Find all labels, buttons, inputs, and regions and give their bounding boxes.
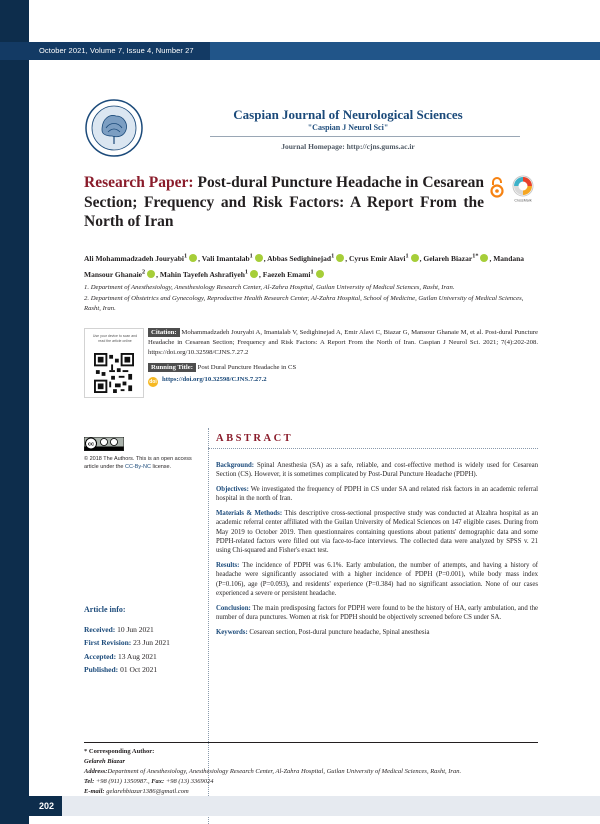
paper-title (84, 173, 484, 232)
orcid-icon[interactable] (480, 254, 488, 262)
crossmark-label: CrossMark (514, 198, 532, 203)
abstract-heading: ABSTRACT (216, 433, 294, 444)
citation-label: Citation: (148, 328, 180, 337)
journal-abbreviation: "Caspian J Neurol Sci" (307, 123, 389, 132)
paper-type-label: Research Paper: (84, 174, 194, 191)
orcid-icon[interactable] (250, 270, 258, 278)
first-revision-date: First Revision: 23 Jun 2021 (84, 638, 170, 648)
issue-line: October 2021, Volume 7, Issue 4, Number 27 (39, 46, 194, 55)
cc-license-icon[interactable] (84, 437, 124, 451)
author[interactable]: Ali Mohammadzadeh Jouryabi$^1$ , (84, 252, 202, 263)
article-info-heading: Article info: (84, 605, 126, 614)
journal-divider (210, 136, 520, 137)
journal-logo-icon (84, 98, 144, 158)
affiliation: 1. Department of Anesthesiology, Anesthesiology Research Center, Al-Zahra Hospital, Guilan University of Medical Sciences, Rasht, Iran. (84, 284, 455, 291)
published-date: Published: 01 Oct 2021 (84, 664, 158, 674)
abstract-background: Background: Spinal Anesthesia (SA) as a safe, reliable, and cost-effective method is widely used for Cesarean Section (CS). However, it is sometimes complicated by Post-Dural Puncture Headache (PDPH). (216, 462, 538, 479)
abstract-objectives: Objectives: We investigated the frequency of PDPH in CS under SA and related risk factors in an academic referral hospital in the north of Iran. (216, 486, 538, 503)
corresponding-contact: Tel: +98 (911) 1350987., Fax: +98 (13) 3369024 (84, 778, 214, 785)
qr-caption: Use your device to scan and read the article online (92, 334, 138, 343)
paper-title-text: Post-dural Puncture Headache in Cesarean Section; Frequency and Risk Factors: A Report From the North of Iran (84, 174, 485, 230)
journal-name: Caspian Journal of Neurological Sciences (233, 107, 463, 122)
license-text: © 2018 The Authors. This is an open access article under the CC-By-NC license. (84, 456, 192, 470)
footer-bar (0, 796, 600, 816)
doi-link[interactable]: doi https://doi.org/10.32598/CJNS.7.27.2 (149, 376, 267, 385)
abstract-divider-horizontal (208, 448, 538, 449)
abstract-keywords: Keywords: Cesarean section, Post-dural puncture headache, Spinal anesthesia (216, 628, 430, 636)
author[interactable]: Vali Imantalab$^1$ , (201, 252, 268, 263)
crossmark-icon[interactable] (511, 175, 535, 203)
corresponding-email: E-mail: gelarehbiazar1386@gmail.com (84, 788, 189, 795)
left-margin-bar (0, 0, 29, 824)
orcid-icon[interactable] (189, 254, 197, 262)
corresponding-name: Gelareh Biazar (84, 758, 125, 765)
corresponding-divider (84, 742, 538, 743)
accepted-date: Accepted: 13 Aug 2021 (84, 651, 157, 661)
author-list (84, 249, 534, 281)
abstract-body (216, 461, 538, 643)
citation-text: Mohammadzadeh Jouryabi A, Imantalab V, Sedighinejad A, Emir Alavi C, Biazar G, Mansour Ghanaie M, et al. Post-dural Puncture Headache in Cesarean Section; Frequency and Risk Factors: A Report From the North of Iran. Caspian J Neurol Sci. 2021; 7(4):202-208. https://doi.org/10.32598/CJNS.7.27.2 (148, 329, 538, 356)
author[interactable]: Cyrus Emir Alavi$^1$ , (348, 252, 424, 263)
author[interactable]: Gelareh Biazar$^{1*}$ , (423, 252, 494, 263)
author[interactable]: Faezeh Emami$^1$ (263, 270, 325, 279)
running-title-label: Running Title: (148, 363, 196, 372)
license-link[interactable]: CC-By-NC (124, 464, 151, 470)
orcid-icon[interactable] (316, 270, 324, 278)
abstract-results: Results: The incidence of PDPH was 6.1%. Early ambulation, the number of attempts, and having a history of headache were significantly associated with a higher incidence of PDPH (P=0.001), while body mass index (P=0.106), age (P=0.093), and residents' experience (P=0.384) had no significant association. None of our cases experienced a severe or persistent headache. (216, 562, 538, 598)
orcid-icon[interactable] (147, 270, 155, 278)
doi-icon: doi (149, 379, 157, 385)
journal-homepage[interactable]: Journal Homepage: http://cjns.gums.ac.ir (281, 142, 415, 151)
running-title (148, 363, 296, 373)
qr-box (84, 328, 144, 398)
cc-label: cc (87, 441, 95, 448)
page-number: 202 (39, 801, 55, 811)
abstract-methods: Materials & Methods: This descriptive cross-sectional prospective study was conducted at Alzahra hospital as an academic referral center affiliated with the Guilan University of Medical Sciences on 147 eligible cases. During from May 2019 to October 2019. Then questionnaires containing questions about patients' demographic data and some PDPH-related factors were filled out via face-to-face interviews. The collected data were analyzed by SPSS v. 21 using Chi-squared and Fisher's exact test. (216, 510, 539, 555)
issue-bar-accent (210, 42, 600, 60)
corresponding-author (84, 747, 538, 797)
orcid-icon[interactable] (336, 254, 344, 262)
affiliation: 2. Department of Obstetrics and Gynecology, Reproductive Health Research Center, Al-Zahra Hospital, School of Medicine, Guilan University of Medical Sciences, Rasht, Iran. (84, 294, 524, 312)
running-title-text: Post Dural Puncture Headache in CS (197, 364, 297, 371)
citation (148, 328, 538, 358)
orcid-icon[interactable] (411, 254, 419, 262)
article-info (84, 605, 214, 676)
orcid-icon[interactable] (255, 254, 263, 262)
abstract-conclusion: Conclusion: The main predisposing factors for PDPH were found to be the history of HA, early ambulation, and the number of dura punctures. Women at risk for PDPH should be objectively screened before CS under SA. (216, 604, 539, 622)
author[interactable]: Mahin Tayefeh Ashrafiyeh$^1$ , (159, 268, 263, 279)
corresponding-heading: * Corresponding Author: (84, 748, 155, 755)
affiliations (84, 283, 534, 315)
received-date: Received: 10 Jun 2021 (84, 625, 154, 634)
qr-code-icon[interactable] (94, 353, 134, 393)
author[interactable]: Abbas Sedighinejad$^1$ , (267, 252, 349, 263)
open-access-icon[interactable] (488, 176, 506, 198)
author[interactable]: Mandana Mansour Ghanaie$^2$ , (84, 253, 525, 279)
corresponding-address: Address:Department of Anesthesiology, Anesthesiology Research Center, Al-Zahra Hospital, Guilan University of Medical Sciences, Rasht, Iran. (84, 768, 462, 775)
